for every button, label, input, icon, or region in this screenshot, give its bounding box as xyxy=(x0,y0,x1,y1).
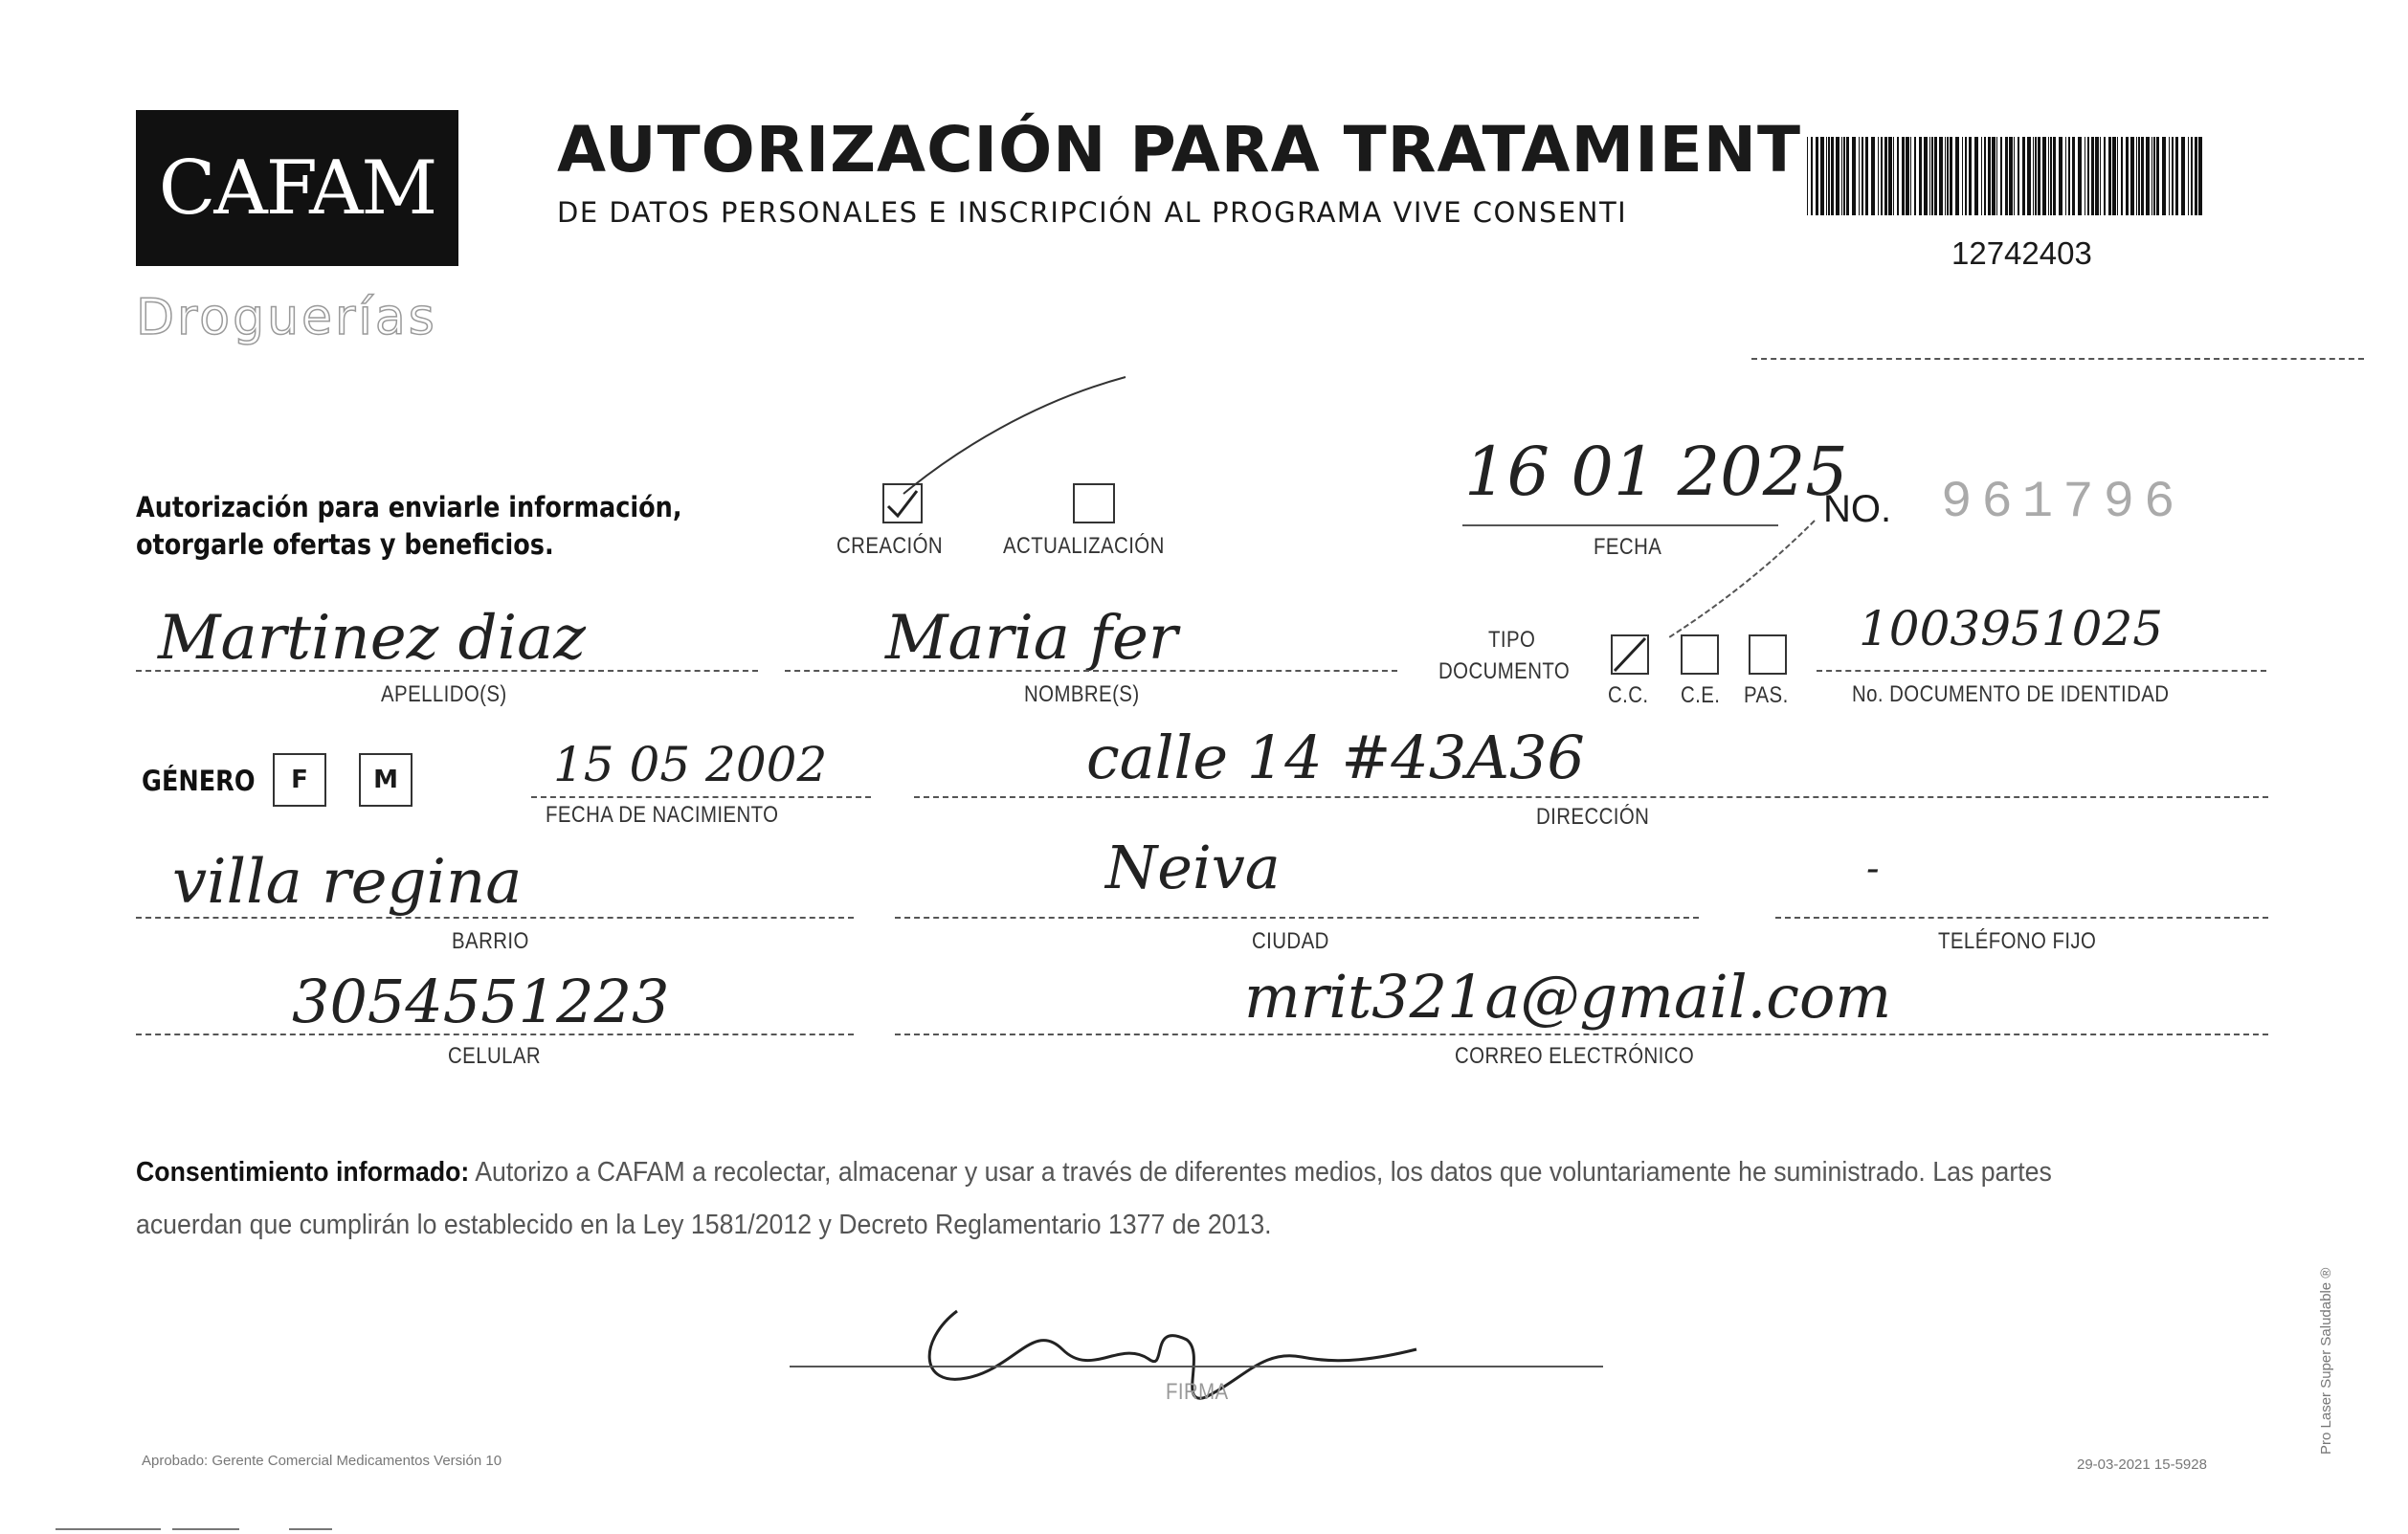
footer-right: 29-03-2021 15-5928 xyxy=(2077,1456,2207,1473)
pen-stroke-2 xyxy=(1665,517,1818,641)
correo-line xyxy=(895,1034,2268,1035)
bottom-mark-3 xyxy=(289,1528,332,1530)
pas-label: PAS. xyxy=(1744,682,1789,708)
actualizacion-label: ACTUALIZACIÓN xyxy=(1003,533,1165,559)
bottom-mark-2 xyxy=(172,1528,239,1530)
celular-line xyxy=(136,1034,854,1035)
pen-stroke xyxy=(900,373,1129,498)
barcode-number: 12742403 xyxy=(1951,235,2092,271)
nombres-value: Maria fer xyxy=(885,603,1178,674)
consent-body: Autorizo a CAFAM a recolectar, almacenar y usar a través de diferentes medios, los datos que voluntariamente he suministrado. Las partes acuerdan que cumplirán lo establecido en la Ley 1581/2012 y Decreto Reglamentario 1377 de 2013. xyxy=(136,1157,2052,1240)
celular-value: 3054551223 xyxy=(292,967,670,1036)
barrio-value: villa regina xyxy=(172,847,523,918)
numero-value: 961796 xyxy=(1941,474,2185,532)
barcode-icon xyxy=(1807,137,2202,215)
creacion-label: CREACIÓN xyxy=(836,533,944,559)
tipo-documento-label-2: DOCUMENTO xyxy=(1438,658,1571,684)
barrio-label: BARRIO xyxy=(452,928,529,954)
cafam-logo xyxy=(136,110,458,266)
tipo-documento-label-1: TIPO xyxy=(1488,627,1536,653)
authorization-text-1: Autorización para enviarle información, xyxy=(136,491,682,523)
telefono-fijo-value: - xyxy=(1866,847,1880,891)
direccion-line xyxy=(914,796,2268,798)
pas-checkbox[interactable] xyxy=(1749,634,1787,675)
consent-paragraph xyxy=(136,1146,2100,1252)
fecha-nacimiento-value: 15 05 2002 xyxy=(553,737,828,792)
direccion-value: calle 14 #43A36 xyxy=(1086,723,1585,792)
nombres-label: NOMBRE(S) xyxy=(1024,681,1140,707)
authorization-text-2: otorgarle ofertas y beneficios. xyxy=(136,528,554,561)
genero-f-label: F xyxy=(291,766,308,794)
ce-checkbox[interactable] xyxy=(1681,634,1719,675)
ciudad-line xyxy=(895,917,1699,919)
check-icon xyxy=(1613,636,1647,673)
form-subtitle: DE DATOS PERSONALES E INSCRIPCIÓN AL PROGRAMA VIVE CONSENTI xyxy=(557,196,1628,229)
documento-line xyxy=(1817,670,2266,672)
bottom-mark-1 xyxy=(56,1528,161,1530)
numero-label: NO. xyxy=(1823,488,1892,530)
ce-label: C.E. xyxy=(1681,682,1721,708)
fecha-value: 16 01 2025 xyxy=(1464,433,1848,511)
apellidos-label: APELLIDO(S) xyxy=(381,681,507,707)
cc-label: C.C. xyxy=(1608,682,1649,708)
footer-side: Pro Laser Super Saludable ® xyxy=(2318,1267,2334,1455)
genero-label: GÉNERO xyxy=(142,765,256,797)
ciudad-label: CIUDAD xyxy=(1252,928,1329,954)
documento-label: No. DOCUMENTO DE IDENTIDAD xyxy=(1852,681,2170,707)
barrio-line xyxy=(136,917,854,919)
direccion-label: DIRECCIÓN xyxy=(1536,804,1650,830)
genero-m-label: M xyxy=(373,766,398,794)
correo-value: mrit321a@gmail.com xyxy=(1244,962,1892,1032)
logo-subtext: Droguerías xyxy=(136,289,437,346)
logo-text: CAFAM xyxy=(158,145,436,232)
divider-dashed xyxy=(1751,358,2364,360)
genero-f-option[interactable] xyxy=(273,753,326,807)
firma-label: FIRMA xyxy=(1166,1379,1229,1405)
fecha-nacimiento-line xyxy=(531,796,871,798)
correo-label: CORREO ELECTRÓNICO xyxy=(1455,1043,1695,1069)
telefono-fijo-line xyxy=(1775,917,2268,919)
form-title: AUTORIZACIÓN PARA TRATAMIENT xyxy=(557,113,1802,187)
fecha-label: FECHA xyxy=(1594,534,1662,560)
firma-line xyxy=(790,1366,1603,1367)
ciudad-value: Neiva xyxy=(1105,833,1281,902)
telefono-fijo-label: TELÉFONO FIJO xyxy=(1938,928,2097,954)
documento-value: 1003951025 xyxy=(1859,601,2164,656)
nombres-line xyxy=(785,670,1397,672)
genero-m-option[interactable] xyxy=(359,753,412,807)
fecha-nacimiento-label: FECHA DE NACIMIENTO xyxy=(546,802,779,828)
consent-heading: Consentimiento informado: xyxy=(136,1157,470,1188)
cc-checkbox[interactable] xyxy=(1611,634,1649,675)
footer-left: Aprobado: Gerente Comercial Medicamentos Versión 10 xyxy=(142,1453,502,1469)
celular-label: CELULAR xyxy=(448,1043,542,1069)
apellidos-line xyxy=(136,670,758,672)
apellidos-value: Martinez diaz xyxy=(158,603,586,674)
